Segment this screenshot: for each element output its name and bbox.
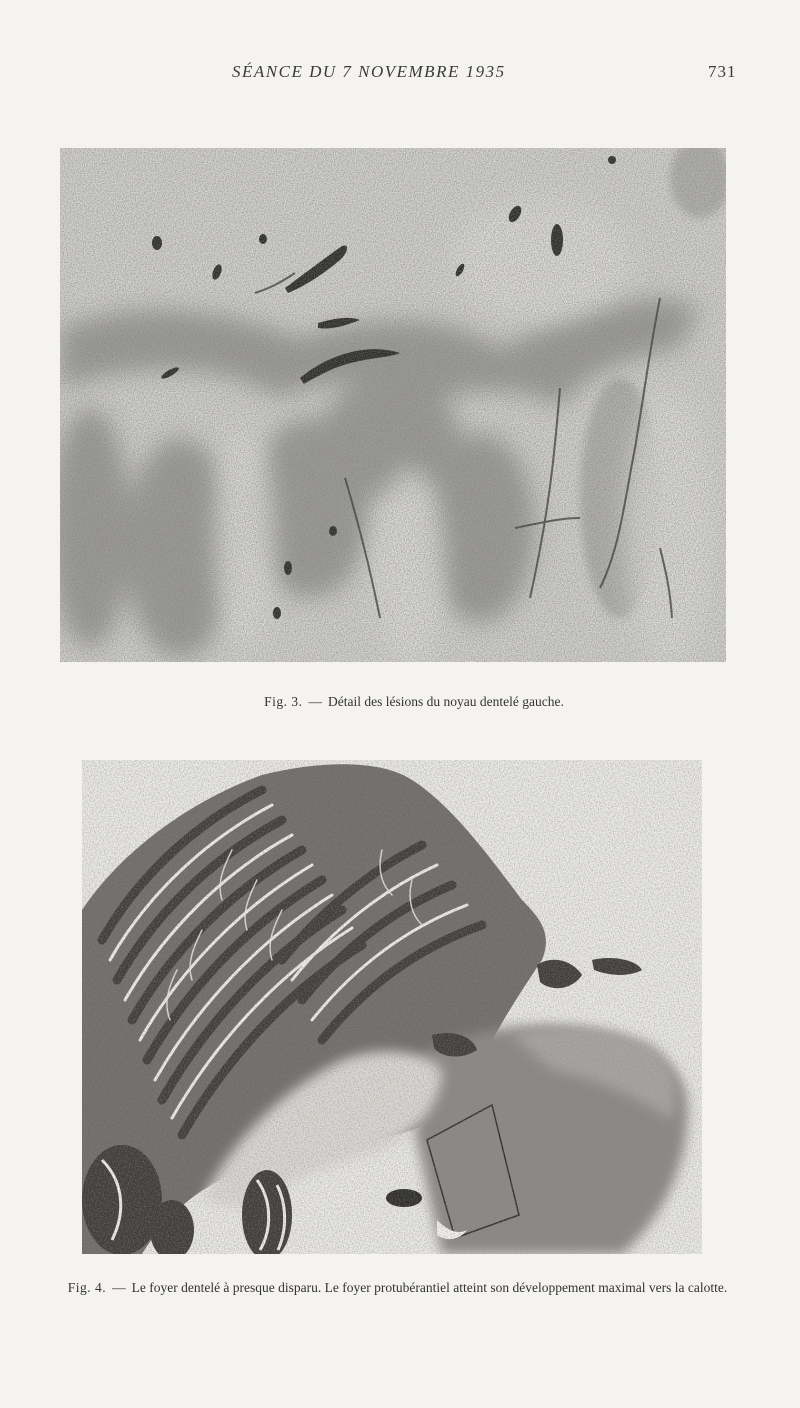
figure-3-label: Fig. 3. xyxy=(264,694,303,709)
figure-3-caption-text: Détail des lésions du noyau dentelé gauche. xyxy=(328,694,564,709)
cerebellum-section-image xyxy=(82,760,702,1254)
figure-4-caption-text: Le foyer dentelé à presque disparu. Le foyer protubérantiel atteint son développement maximal vers la calotte. xyxy=(131,1280,728,1295)
page-number: 731 xyxy=(708,62,737,81)
dentate-nucleus-micrograph-image xyxy=(60,148,726,662)
running-title: SÉANCE DU 7 NOVEMBRE 1935 xyxy=(232,62,506,81)
figure-3-micrograph xyxy=(60,148,726,662)
figure-3-caption xyxy=(0,693,800,710)
running-head xyxy=(0,62,800,88)
figure-4-caption xyxy=(40,1279,755,1296)
caption-dash: — xyxy=(112,1280,126,1295)
figure-4-micrograph xyxy=(82,760,702,1254)
figure-4-label: Fig. 4. xyxy=(67,1280,107,1295)
caption-dash: — xyxy=(308,694,323,709)
